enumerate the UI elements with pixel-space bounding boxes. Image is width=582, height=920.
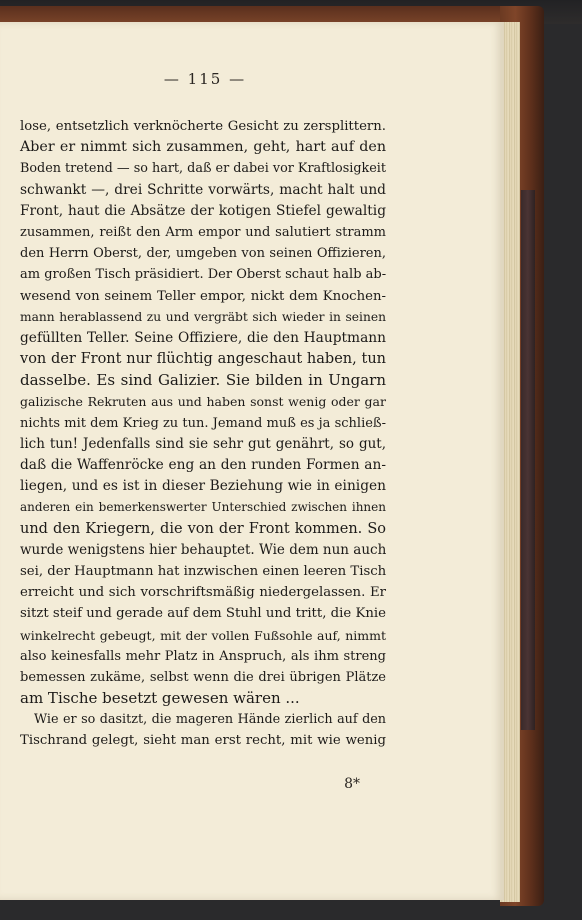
text-line: den Herrn Oberst, der, umgeben von seinen Offizieren, <box>20 246 386 262</box>
text-line: gefüllten Teller. Seine Offiziere, die den Hauptmann <box>20 329 386 346</box>
text-line: Front, haut die Absätze der kotigen Stiefel gewaltig <box>20 202 386 219</box>
text-line: nichts mit dem Krieg zu tun. Jemand muß es ja schließ- <box>20 415 386 431</box>
page-number: — 115 — <box>163 70 247 88</box>
text-line: schwankt —, drei Schritte vorwärts, macht halt und <box>20 181 386 198</box>
text-line: galizische Rekruten aus und haben sonst wenig oder gar <box>20 394 386 410</box>
signature-mark: 8* <box>344 776 360 792</box>
text-line: wurde wenigstens hier behauptet. Wie dem nun auch <box>20 541 387 558</box>
text-line: also keinesfalls mehr Platz in Anspruch, als ihm streng <box>20 648 386 664</box>
text-line: und den Kriegern, die von der Front kommen. So <box>20 520 386 537</box>
text-line: anderen ein bemerkenswerter Unterschied zwischen ihnen <box>20 500 386 515</box>
page-text <box>20 116 386 752</box>
text-line: wesend von seinem Teller empor, nickt dem Knochen- <box>20 288 386 304</box>
text-line: am Tische besetzt gewesen wären ... <box>20 689 300 708</box>
text-line: Wie er so dasitzt, die mageren Hände zierlich auf den <box>34 712 386 728</box>
text-line: lose, entsetzlich verknöcherte Gesicht zu zersplittern. <box>20 119 386 134</box>
text-line: sei, der Hauptmann hat inzwischen einen leeren Tisch <box>20 563 387 579</box>
text-line: Boden tretend — so hart, daß er dabei vor Kraftlosigkeit <box>20 161 386 177</box>
text-line: am großen Tisch präsidiert. Der Oberst schaut halb ab- <box>20 267 387 283</box>
text-line: lich tun! Jedenfalls sind sie sehr gut genährt, so gut, <box>20 435 386 452</box>
text-line: Aber er nimmt sich zusammen, geht, hart auf den <box>20 139 386 156</box>
text-line: dasselbe. Es sind Galizier. Sie bilden in Ungarn <box>20 371 386 390</box>
text-line: liegen, und es ist in dieser Beziehung wie in einigen <box>20 478 386 495</box>
text-line: winkelrecht gebeugt, mit der vollen Fußsohle auf, nimmt <box>20 627 386 643</box>
text-line: erreicht und sich vorschriftsmäßig niedergelassen. Er <box>20 585 386 601</box>
text-line: zusammen, reißt den Arm empor und salutiert stramm <box>20 224 386 240</box>
text-line: sitzt steif und gerade auf dem Stuhl und tritt, die Knie <box>20 606 386 622</box>
text-line: daß die Waffenröcke eng an den runden Formen an- <box>20 457 386 473</box>
text-line: bemessen zukäme, selbst wenn die drei übrigen Plätze <box>20 669 386 685</box>
book-cover-spine-band <box>521 190 535 730</box>
text-line: von der Front nur flüchtig angeschaut haben, tun <box>20 351 386 368</box>
text-line: Tischrand gelegt, sieht man erst recht, mit wie wenig <box>20 733 386 749</box>
text-line: mann herablassend zu und vergräbt sich wieder in seinen <box>20 309 386 324</box>
